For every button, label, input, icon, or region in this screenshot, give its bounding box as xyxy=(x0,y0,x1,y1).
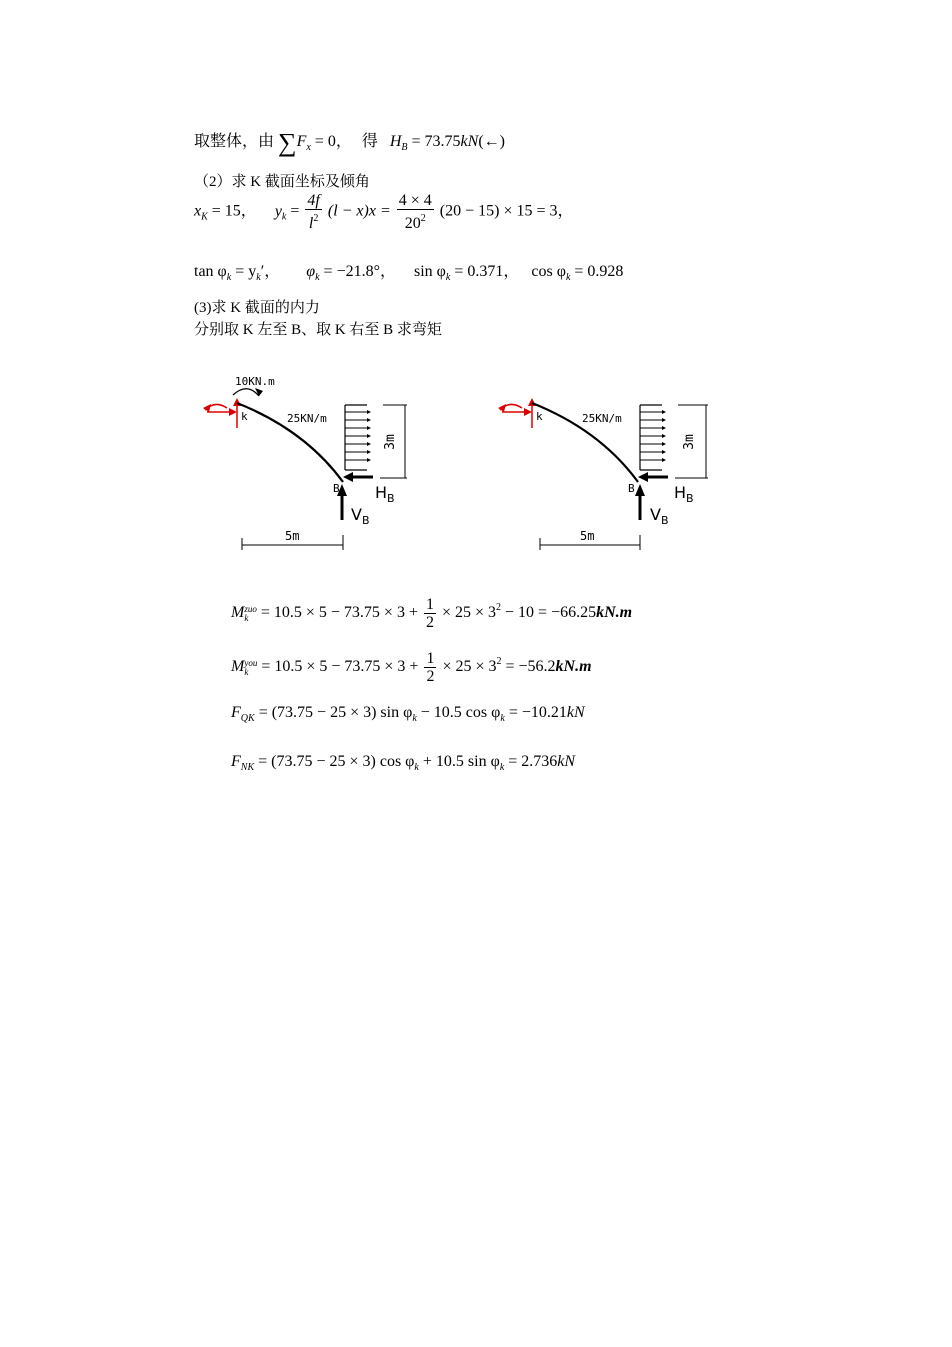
fraction-numeric xyxy=(397,192,434,232)
axial-force-equation: $F_{NK} = (73.75 - 25 \times 3)$ $\cos \varphi_k + 10.5$ $\sin \varphi_k = 2.736kN$ xyxy=(231,753,576,773)
hb-unit: kN xyxy=(460,133,479,150)
force-subscript: x xyxy=(306,142,311,153)
xk-subscript: K xyxy=(201,211,208,223)
b-label: B xyxy=(628,482,635,495)
moment-label: 10KN.m xyxy=(235,375,275,388)
cos-value: = 0.928 xyxy=(574,263,624,280)
vb-label: $V_B$ xyxy=(351,505,370,527)
de-text: 得 xyxy=(361,133,378,150)
frac-numerator: 4 × 4 xyxy=(398,192,432,209)
parabola-expression: (l − x)x = xyxy=(327,202,391,220)
hb-direction: (←) xyxy=(478,133,505,150)
fraction-4f-l2 xyxy=(305,192,321,232)
moment-arrowhead xyxy=(255,388,263,396)
yk-equals: = xyxy=(290,202,300,220)
frac-denominator: $l^2$ xyxy=(308,213,319,232)
h-symbol: H xyxy=(389,133,402,150)
phi-symbol: φ xyxy=(306,263,316,280)
moment-arc xyxy=(233,389,259,396)
fraction-half: $\frac{1}{2}$ xyxy=(426,650,435,685)
equilibrium-line xyxy=(194,128,505,158)
equals-zero: = 0， xyxy=(314,133,352,150)
hb-label: $H_B$ xyxy=(375,483,395,505)
b-label: B xyxy=(333,482,340,495)
load-arrowheads xyxy=(367,410,371,462)
shear-force-equation: $F_{QK} = (73.75 - 25 \times 3)$ $\sin \varphi_k - 10.5$ $\cos \varphi_k = -10.21kN$ xyxy=(231,704,585,724)
fraction-half: $\frac{1}{2}$ xyxy=(425,596,434,631)
load-arrowheads xyxy=(662,410,666,462)
sum-symbol: ∑ xyxy=(278,128,297,157)
xk-symbol: x xyxy=(194,202,202,220)
hb-value: = 73.75 xyxy=(411,133,461,150)
angle-line: $\tan \varphi_k = y_k'$， $\varphi_k = -21.8^\circ$， $\sin \varphi_k = 0.371$， $\cos \varphi_k = 0.928$ xyxy=(194,263,624,283)
red-moment-arrowhead xyxy=(203,404,211,412)
hb-label: $H_B$ xyxy=(674,483,694,505)
section-heading-2: （2）求 K 截面坐标及倾角 xyxy=(194,174,370,190)
height-label: 3m xyxy=(383,434,398,450)
k-label: k xyxy=(241,410,248,423)
vb-label: $V_B$ xyxy=(650,505,669,527)
frac-numerator: 4f xyxy=(307,192,320,209)
coordinate-line xyxy=(194,192,574,232)
text-prefix: 取整体，由 xyxy=(194,133,275,150)
span-label: 5m xyxy=(580,529,595,543)
moment-right-equation: M you k = 10.5 × 5 − 73.75 × 3 + $\frac{1}{2}$ × $25 \times 3^2 = -56.2kN.m$ xyxy=(231,650,592,685)
sin-expr: sin φ xyxy=(414,263,446,280)
free-body-diagram-right xyxy=(490,370,720,555)
yk-result: (20 − 15) × 15 = 3， xyxy=(439,202,574,220)
height-label: 3m xyxy=(682,434,697,450)
h-subscript: B xyxy=(401,142,408,153)
xk-value: = 15， xyxy=(211,202,257,220)
load-label: 25KN/m xyxy=(287,412,327,425)
phi-value: = −21.8°， xyxy=(323,263,396,280)
yk-subscript: k xyxy=(281,211,287,223)
tan-expr: tan φ xyxy=(194,263,227,280)
load-arrows xyxy=(640,412,662,460)
frac-denominator: $20^2$ xyxy=(404,213,426,232)
cos-expr: cos φ xyxy=(531,263,566,280)
moment-left-equation: M zuo k = 10.5 × 5 − 73.75 × 3 + $\frac{1}{2}$ × $25 \times 3^2 - 10 = -66.25kN.m$ xyxy=(231,596,633,631)
instruction-text: 分别取 K 左至 B、取 K 右至 B 求弯矩 xyxy=(194,322,442,338)
force-symbol: F xyxy=(296,133,307,150)
span-label: 5m xyxy=(285,529,300,543)
free-body-diagram-left xyxy=(195,370,425,555)
load-arrows xyxy=(345,412,367,460)
yk-symbol: y xyxy=(274,202,282,220)
load-label: 25KN/m xyxy=(582,412,622,425)
section-heading-3: (3)求 K 截面的内力 xyxy=(194,300,320,316)
k-label: k xyxy=(536,410,543,423)
sin-value: = 0.371， xyxy=(454,263,520,280)
